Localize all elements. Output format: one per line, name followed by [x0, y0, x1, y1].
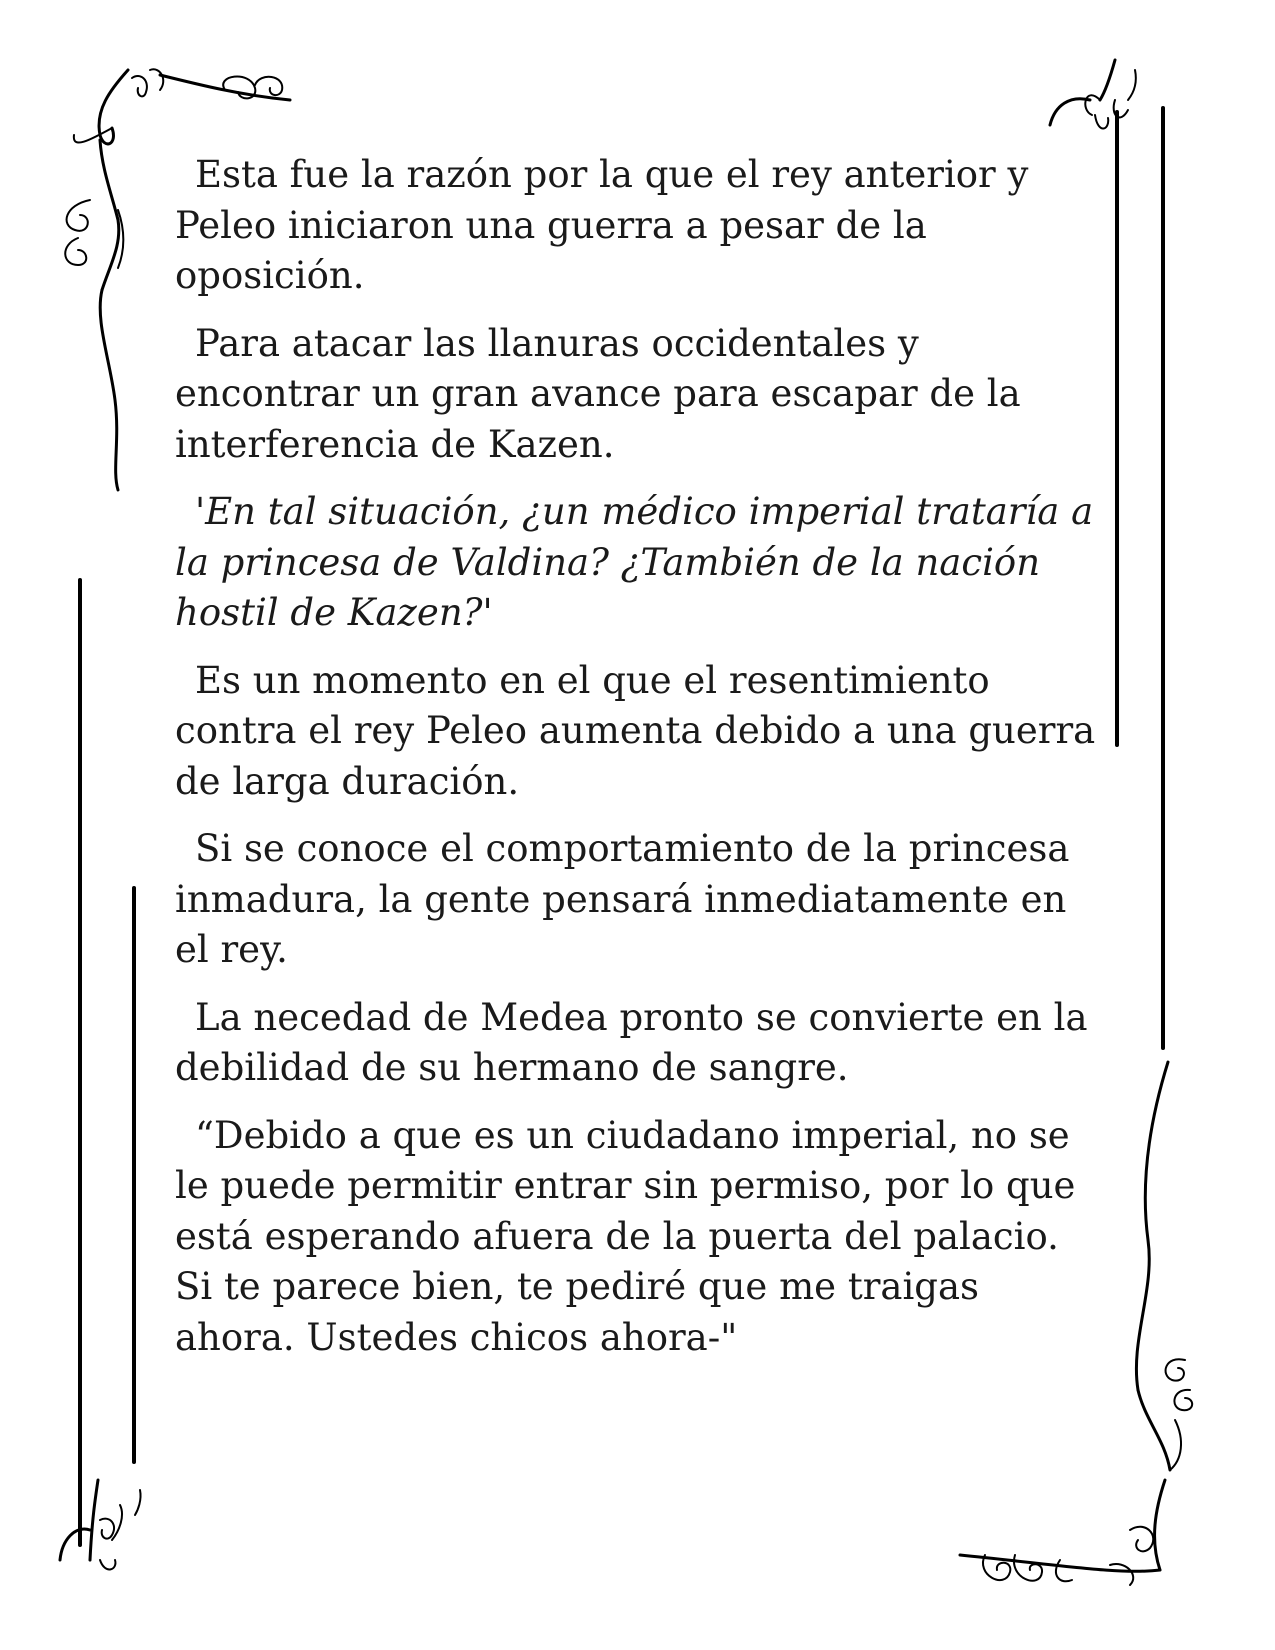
paragraph-3-thought: 'En tal situación, ¿un médico imperial trataría a la princesa de Valdina? ¿También de la nación hostil de Kazen?' [175, 490, 1094, 634]
top-right-flourish-icon [1050, 60, 1136, 129]
paragraph-4: Es un momento en el que el resentimiento contra el rey Peleo aumenta debido a una guerra de larga duración. [175, 658, 1096, 803]
paragraph-1: Esta fue la razón por la que el rey anterior y Peleo iniciaron una guerra a pesar de la oposición. [175, 153, 1029, 297]
paragraph-5: Si se conoce el comportamiento de la princesa inmadura, la gente pensará inmediatamente en el rey. [175, 827, 1070, 971]
body-text [175, 150, 1105, 1380]
paragraph-2: Para atacar las llanuras occidentales y encontrar un gran avance para escapar de la interferencia de Kazen. [175, 321, 1021, 466]
bottom-left-flourish-icon [60, 1480, 141, 1569]
paragraph-7-dialogue: “Debido a que es un ciudadano imperial, no se le puede permitir entrar sin permiso, por lo que está esperando afuera de la puerta del palacio. Si te parece bien, te pediré que me traigas ahora. Ustedes chicos ahora-" [175, 1113, 1076, 1359]
paragraph-6: La necedad de Medea pronto se convierte en la debilidad de su hermano de sangre. [175, 995, 1088, 1089]
